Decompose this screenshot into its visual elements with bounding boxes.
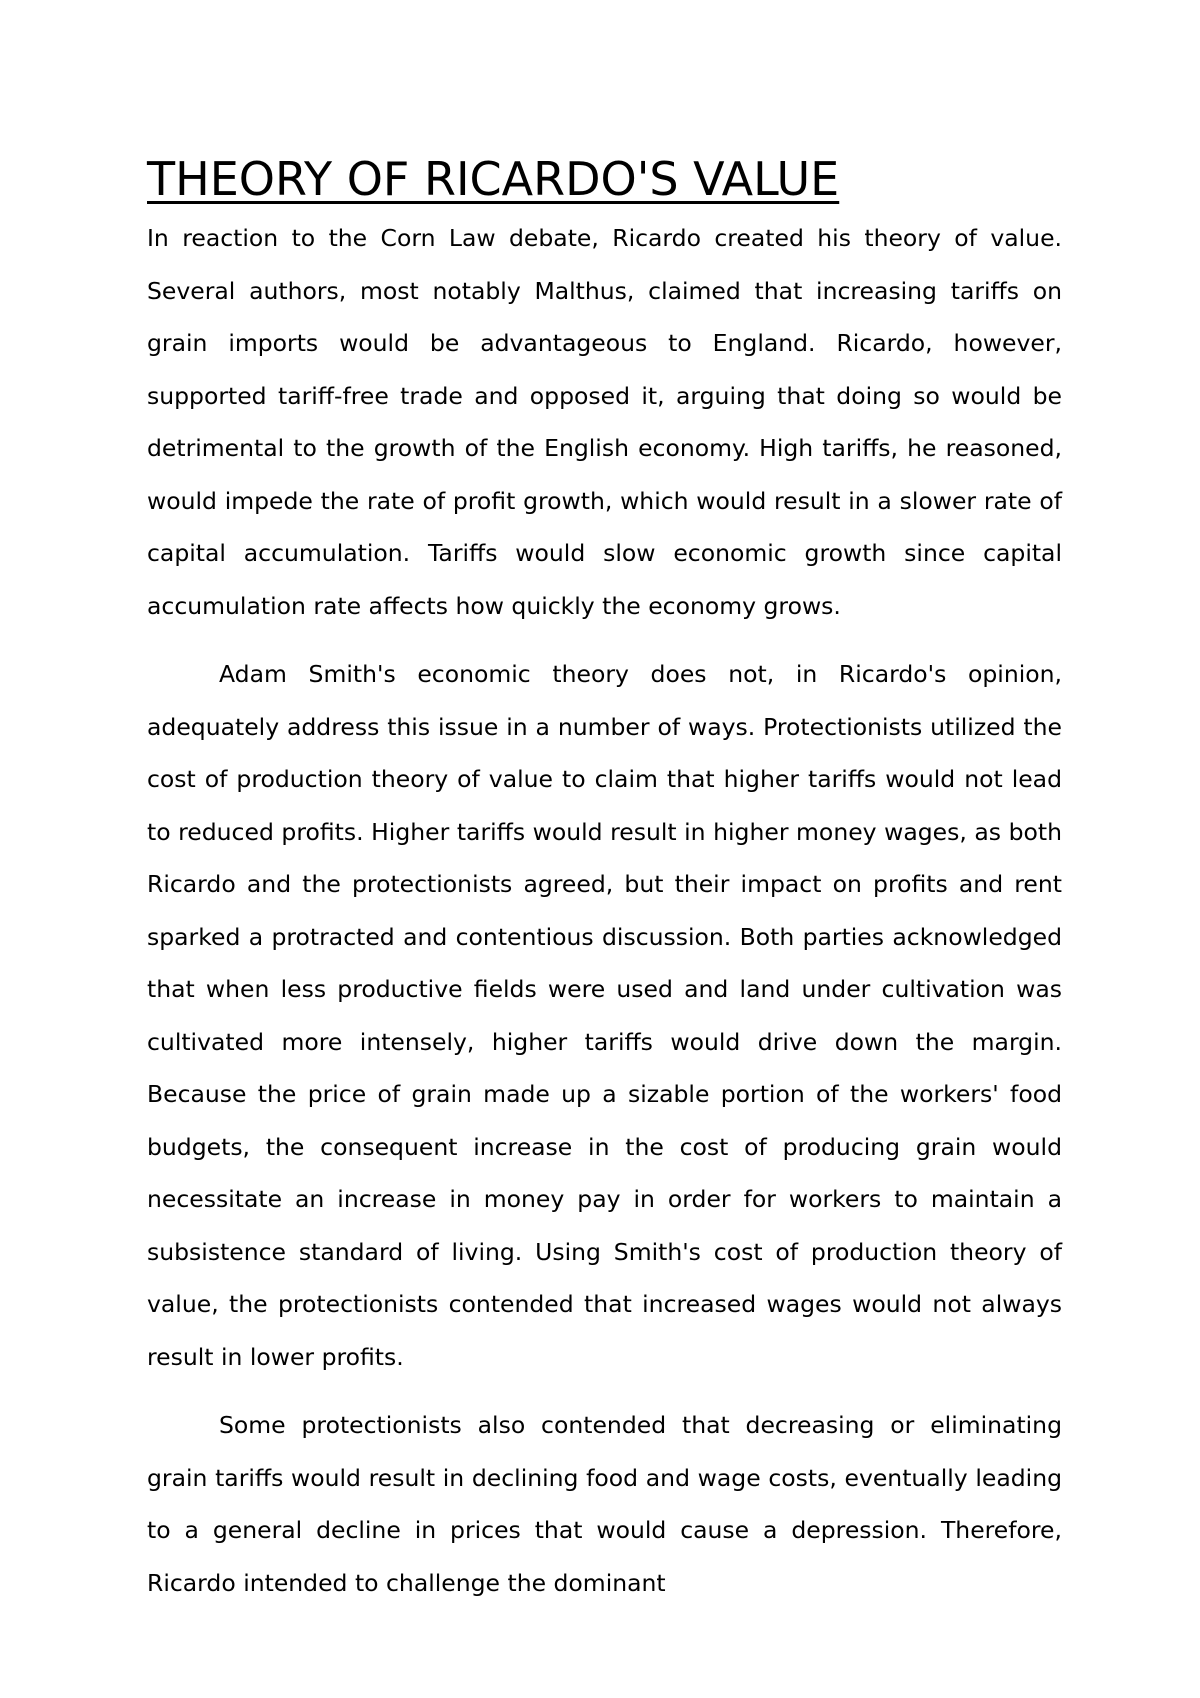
paragraph-3: Some protectionists also contended that decreasing or eliminating grain tariffs would result in declining food and wage costs, eventually leading to a general decline in prices that would cause a depression. Therefore, Ricardo intended to challenge the dominant [147,1411,1062,1597]
document-page [147,150,1062,1609]
paragraph-2: Adam Smith's economic theory does not, in Ricardo's opinion, adequately address this issue in a number of ways. Protectionists utilized the cost of production theory of value to claim that higher tariffs would not lead to reduced profits. Higher tariffs would result in higher money wages, as both Ricardo and the protectionists agreed, but their impact on profits and rent sparked a protracted and contentious discussion. Both parties acknowledged that when less productive fields were used and land under cultivation was cultivated more intensely, higher tariffs would drive down the margin. Because the price of grain made up a sizable portion of the workers' food budgets, the consequent increase in the cost of producing grain would necessitate an increase in money pay in order for workers to maintain a subsistence standard of living. Using Smith's cost of production theory of value, the protectionists contended that increased wages would not always result in lower profits. [147,660,1062,1371]
paragraph-1: In reaction to the Corn Law debate, Ricardo created his theory of value. Several authors, most notably Malthus, claimed that increasing tariffs on grain imports would be advantageous to England. Ricardo, however, supported tariff-free trade and opposed it, arguing that doing so would be detrimental to the growth of the English economy. High tariffs, he reasoned, would impede the rate of profit growth, which would result in a slower rate of capital accumulation. Tariffs would slow economic growth since capital accumulation rate affects how quickly the economy grows. [147,224,1062,620]
document-title: THEORY OF RICARDO'S VALUE [147,152,840,206]
